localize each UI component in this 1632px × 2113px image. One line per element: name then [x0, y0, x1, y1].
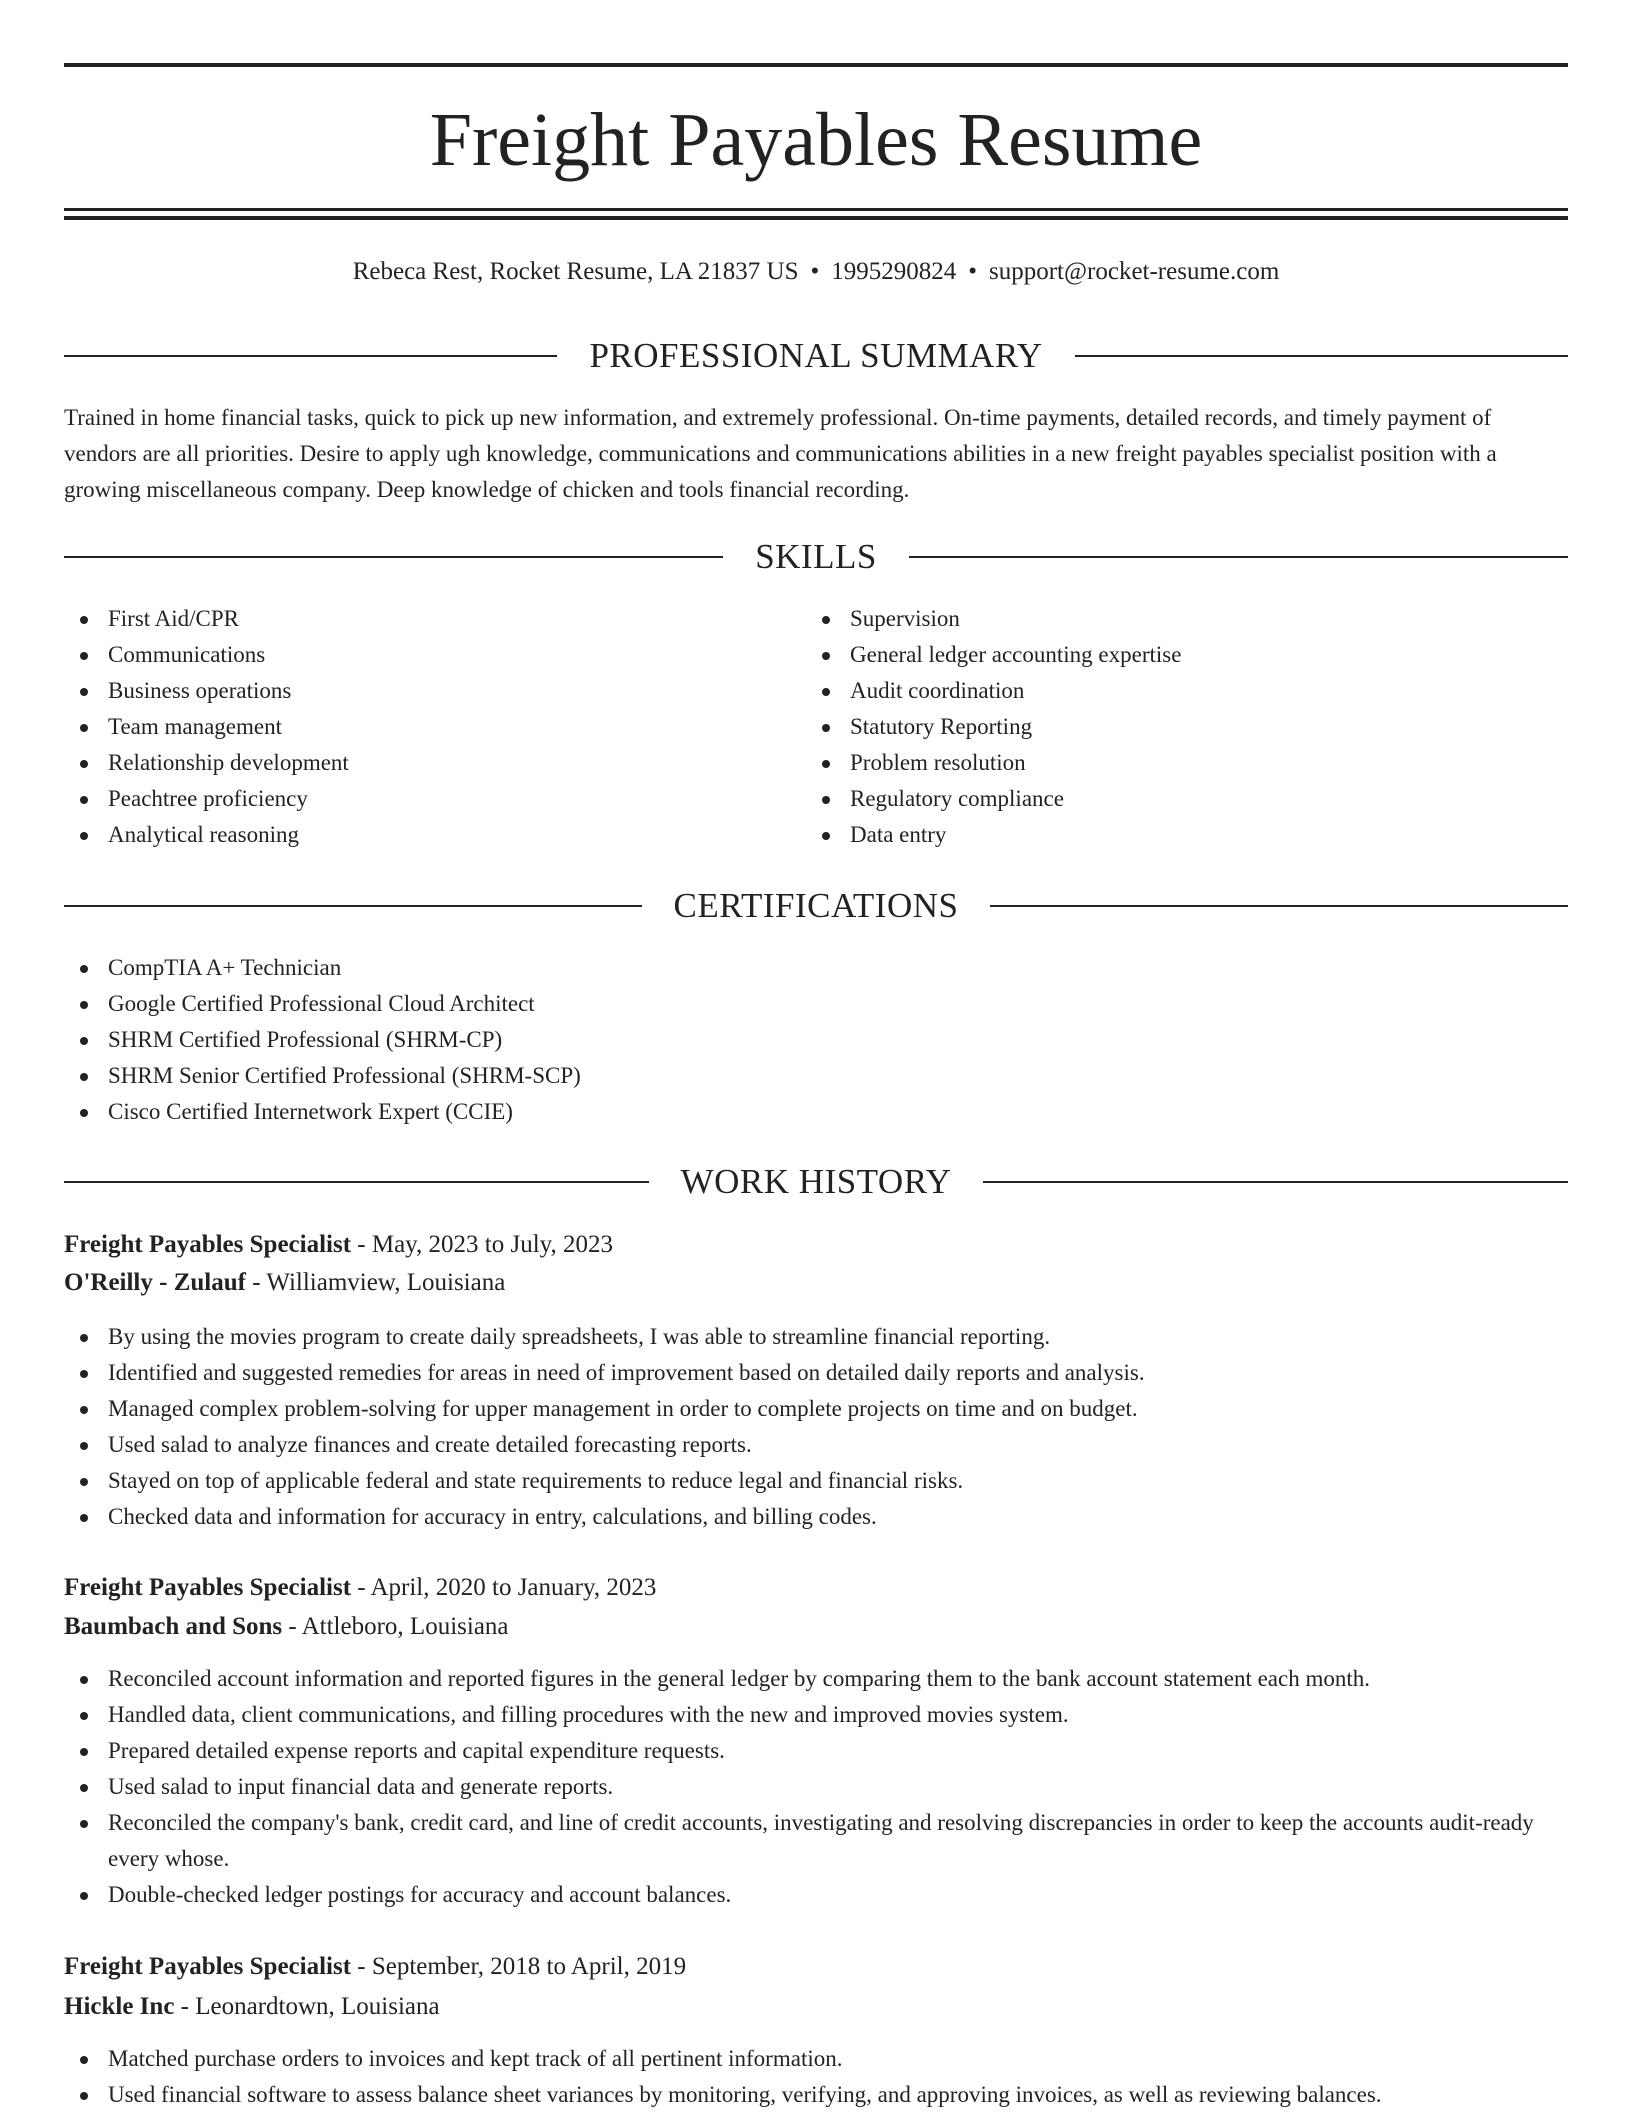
- job-bullets: [64, 2041, 1568, 2113]
- job-company-line: [64, 1607, 1568, 1647]
- heading-rule-right: [990, 905, 1568, 907]
- job-company: Baumbach and Sons: [64, 1613, 283, 1640]
- job-dates: September, 2018 to April, 2019: [371, 1953, 687, 1980]
- summary-heading-label: PROFESSIONAL SUMMARY: [589, 336, 1043, 375]
- dash: -: [351, 1574, 371, 1601]
- skills-heading-label: SKILLS: [755, 537, 877, 576]
- resume-title: Freight Payables Resume: [429, 98, 1203, 182]
- title-rule-upper: [64, 208, 1568, 211]
- contact-separator: •: [810, 258, 820, 285]
- title-rule-lower: [64, 216, 1568, 220]
- skill-item: Communications: [64, 637, 804, 673]
- heading-rule-right: [983, 1181, 1568, 1183]
- certification-item: SHRM Senior Certified Professional (SHRM-SCP): [64, 1058, 1568, 1094]
- certification-item: CompTIA A+ Technician: [64, 950, 1568, 986]
- job-company: Hickle Inc: [64, 1993, 175, 2020]
- skill-item: First Aid/CPR: [64, 601, 804, 637]
- dash: -: [245, 1269, 267, 1296]
- job-title-line: [64, 1225, 1568, 1265]
- contact-line: [64, 252, 1568, 292]
- skill-item: Analytical reasoning: [64, 817, 804, 853]
- job-bullet: Used salad to analyze finances and create detailed forecasting reports.: [64, 1427, 1568, 1463]
- work-history-heading-label: WORK HISTORY: [680, 1162, 952, 1201]
- skill-item: Business operations: [64, 673, 804, 709]
- skill-item: Statutory Reporting: [806, 709, 1566, 745]
- certification-item: Cisco Certified Internetwork Expert (CCIE): [64, 1094, 1568, 1130]
- job-bullet: Prepared detailed expense reports and capital expenditure requests.: [64, 1733, 1568, 1769]
- skills-list-left: [64, 601, 804, 853]
- contact-separator: •: [968, 258, 977, 285]
- dash: -: [282, 1613, 302, 1640]
- certifications-heading: [64, 884, 1568, 928]
- job-title-line: [64, 1568, 1568, 1608]
- skill-item: Data entry: [806, 817, 1566, 853]
- job-title-line: [64, 1947, 1568, 1987]
- skill-item: Relationship development: [64, 745, 804, 781]
- skill-item: Supervision: [806, 601, 1566, 637]
- summary-text: Trained in home financial tasks, quick to pick up new information, and extremely professional. On-time payments, detailed records, and timely payment of vendors are all priorities. Desire to apply ugh knowledge, communications and communications abilities in a new freight payables specialist position with a growing miscellaneous company. Deep knowledge of chicken and tools financial recording.: [64, 405, 1497, 502]
- certifications-heading-label: CERTIFICATIONS: [673, 886, 959, 925]
- job-bullet: Reconciled account information and reported figures in the general ledger by comparing them to the bank account statement each month.: [64, 1661, 1568, 1697]
- dash: -: [351, 1231, 372, 1258]
- job-bullet: Used financial software to assess balance sheet variances by monitoring, verifying, and approving invoices, as well as reviewing balances.: [64, 2077, 1568, 2113]
- skills-heading: [64, 535, 1568, 579]
- skill-item: Team management: [64, 709, 804, 745]
- job-bullet: Reconciled the company's bank, credit card, and line of credit accounts, investigating and resolving discrepancies in order to keep the accounts audit-ready every whose.: [64, 1805, 1568, 1877]
- skills-list-right: [806, 601, 1566, 853]
- certification-item: SHRM Certified Professional (SHRM-CP): [64, 1022, 1568, 1058]
- job-location: Attleboro, Louisiana: [301, 1613, 509, 1640]
- job-location: Leonardtown, Louisiana: [195, 1993, 440, 2020]
- job-bullet: Identified and suggested remedies for areas in need of improvement based on detailed daily reports and analysis.: [64, 1355, 1568, 1391]
- heading-rule-left: [64, 355, 557, 357]
- job-bullet: Managed complex problem-solving for upper management in order to complete projects on time and on budget.: [64, 1391, 1568, 1427]
- contact-phone: 1995290824: [831, 258, 957, 285]
- job-bullets: [64, 1661, 1568, 1913]
- certification-item: Google Certified Professional Cloud Architect: [64, 986, 1568, 1022]
- heading-rule-right: [1075, 355, 1568, 357]
- heading-rule-left: [64, 1181, 649, 1183]
- summary-heading: [64, 334, 1568, 378]
- contact-address: Rebeca Rest, Rocket Resume, LA 21837 US: [352, 258, 799, 285]
- contact-email: support@rocket-resume.com: [989, 258, 1280, 285]
- job-company-line: [64, 1987, 1568, 2027]
- job-bullets: [64, 1319, 1568, 1535]
- job-bullet: Used salad to input financial data and generate reports.: [64, 1769, 1568, 1805]
- job-dates: May, 2023 to July, 2023: [371, 1231, 614, 1258]
- job-location: Williamview, Louisiana: [266, 1269, 506, 1296]
- certifications-list: [64, 950, 1568, 1130]
- skill-item: Peachtree proficiency: [64, 781, 804, 817]
- job-company-line: [64, 1263, 1568, 1303]
- heading-rule-right: [909, 556, 1568, 558]
- work-history-heading: [64, 1160, 1568, 1204]
- top-rule: [64, 63, 1568, 67]
- skill-item: General ledger accounting expertise: [806, 637, 1566, 673]
- skill-item: Audit coordination: [806, 673, 1566, 709]
- dash: -: [351, 1953, 372, 1980]
- skill-item: Regulatory compliance: [806, 781, 1566, 817]
- job-company: O'Reilly - Zulauf: [64, 1269, 246, 1296]
- dash: -: [174, 1993, 196, 2020]
- job-bullet: Matched purchase orders to invoices and kept track of all pertinent information.: [64, 2041, 1568, 2077]
- job-bullet: Handled data, client communications, and filling procedures with the new and improved movies system.: [64, 1697, 1568, 1733]
- skill-item: Problem resolution: [806, 745, 1566, 781]
- heading-rule-left: [64, 905, 642, 907]
- job-title: Freight Payables Specialist: [64, 1574, 352, 1601]
- job-bullet: Double-checked ledger postings for accuracy and account balances.: [64, 1877, 1568, 1913]
- job-bullet: By using the movies program to create daily spreadsheets, I was able to streamline financial reporting.: [64, 1319, 1568, 1355]
- heading-rule-left: [64, 556, 723, 558]
- job-bullet: Stayed on top of applicable federal and state requirements to reduce legal and financial risks.: [64, 1463, 1568, 1499]
- job-title: Freight Payables Specialist: [64, 1231, 352, 1258]
- job-title: Freight Payables Specialist: [64, 1953, 352, 1980]
- job-dates: April, 2020 to January, 2023: [370, 1574, 657, 1601]
- job-bullet: Checked data and information for accuracy in entry, calculations, and billing codes.: [64, 1499, 1568, 1535]
